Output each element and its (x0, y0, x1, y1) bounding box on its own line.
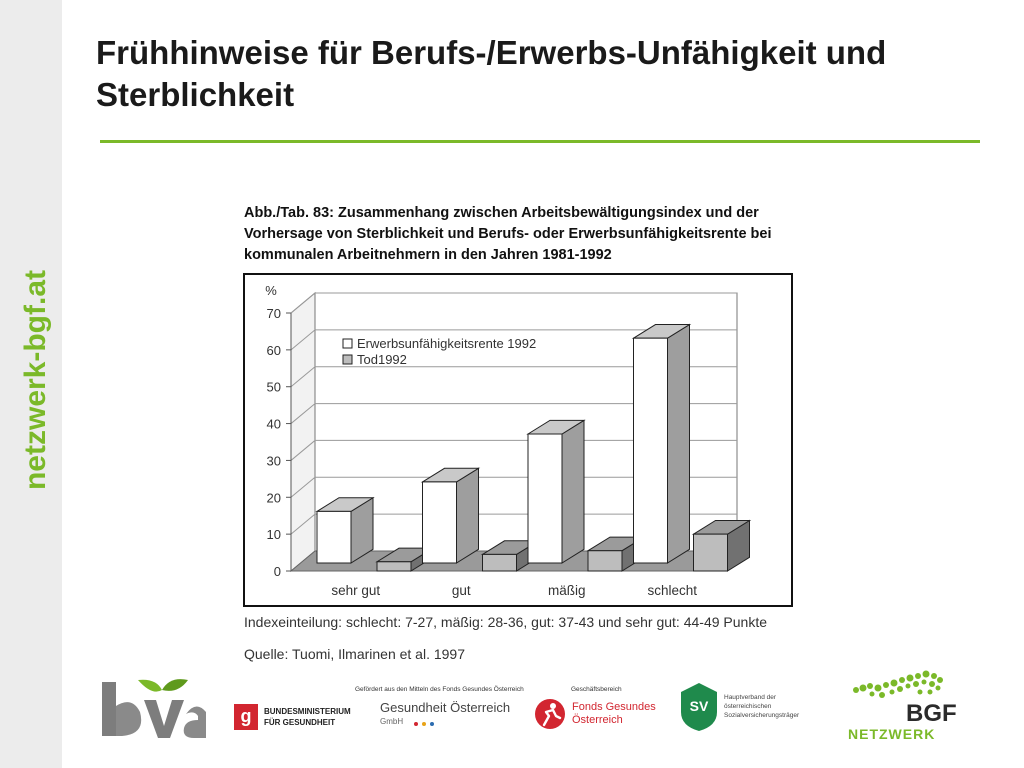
legend-swatch (343, 355, 352, 364)
bar (377, 562, 411, 571)
sidebar (0, 0, 62, 768)
legend-label: Tod1992 (357, 352, 407, 367)
slide-title: Frühhinweise für Berufs-/Erwerbs-Unfähigkeit und Sterblichkeit (96, 34, 887, 113)
goeg-sub: GmbH (380, 717, 404, 726)
y-tick-label: 10 (266, 527, 281, 543)
bar-chart (245, 275, 791, 605)
sv-line2: österreichischen (724, 703, 772, 710)
legend-swatch (343, 339, 352, 348)
y-tick-label: 70 (266, 306, 281, 321)
bar (483, 554, 517, 571)
sv-line3: Sozialversicherungsträger (724, 712, 800, 719)
ministry-logo (234, 704, 364, 734)
y-tick-label: 40 (266, 416, 281, 432)
x-tick-label: schlecht (647, 583, 698, 598)
bgf-line1: BGF (906, 700, 957, 727)
x-tick-label: gut (451, 583, 471, 598)
ministry-badge: g (234, 704, 258, 730)
fgoe-line1: Fonds Gesundes (572, 701, 656, 713)
index-note: Indexeinteilung: schlecht: 7-27, mäßig: 28-36, gut: 37-43 und sehr gut: 44-49 Punkte (244, 614, 767, 630)
bar-side (668, 325, 690, 563)
x-tick-label: mäßig (547, 583, 586, 598)
fgoe-logo (534, 698, 664, 734)
ministry-line2: FÜR GESUNDHEIT (264, 718, 336, 727)
goeg-dots (414, 722, 454, 728)
bar (528, 434, 562, 563)
ministry-line1: BUNDESMINISTERIUM (264, 707, 351, 716)
bva-logo (98, 676, 208, 744)
goeg-logo (380, 700, 520, 740)
bar (588, 551, 622, 571)
y-tick-label: 60 (266, 342, 281, 358)
business-note: Geschäftsbereich (571, 686, 622, 693)
y-tick-label: 30 (266, 453, 281, 469)
sidebar-brand: netzwerk-bgf.at (19, 269, 52, 491)
bar (423, 482, 457, 563)
bar-side (562, 420, 584, 563)
sv-logo (680, 682, 820, 734)
bgf-netzwerk-logo (846, 668, 976, 744)
chart-frame (243, 273, 793, 607)
source-note: Quelle: Tuomi, Ilmarinen et al. 1997 (244, 646, 466, 662)
bva-logo-mark (98, 676, 208, 744)
bar-side (457, 468, 479, 563)
sv-badge: SV (689, 698, 709, 714)
y-tick-label: 20 (266, 490, 281, 506)
legend-label: Erwerbsunfähigkeitsrente 1992 (357, 336, 537, 351)
goeg-name: Gesundheit Österreich (380, 700, 511, 715)
sv-line1: Hauptverband der (724, 694, 777, 701)
y-tick-label: 50 (266, 379, 281, 395)
y-tick-label: 0 (273, 564, 281, 579)
funding-note: Gefördert aus den Mitteln des Fonds Gesundes Österreich (355, 686, 524, 693)
fgoe-runner-icon (534, 698, 566, 730)
y-axis-label: % (265, 283, 277, 298)
bar (317, 511, 351, 563)
x-tick-label: sehr gut (331, 583, 381, 598)
chart-side-wall (291, 293, 315, 571)
figure-caption: Abb./Tab. 83: Zusammenhang zwischen Arbeitsbewältigungsindex und der Vorhersage von Sterblichkeit und Berufs- oder Erwerbsunfähigkeitsrente bei kommunalen Arbeitnehmern in den Jahren 1981-1992 (244, 205, 772, 263)
bar (694, 534, 728, 571)
title-divider (100, 140, 980, 143)
bgf-line2: NETZWERK (848, 726, 936, 742)
fgoe-line2: Österreich (572, 714, 623, 726)
logo-bar (0, 668, 1024, 768)
bar (634, 338, 668, 563)
